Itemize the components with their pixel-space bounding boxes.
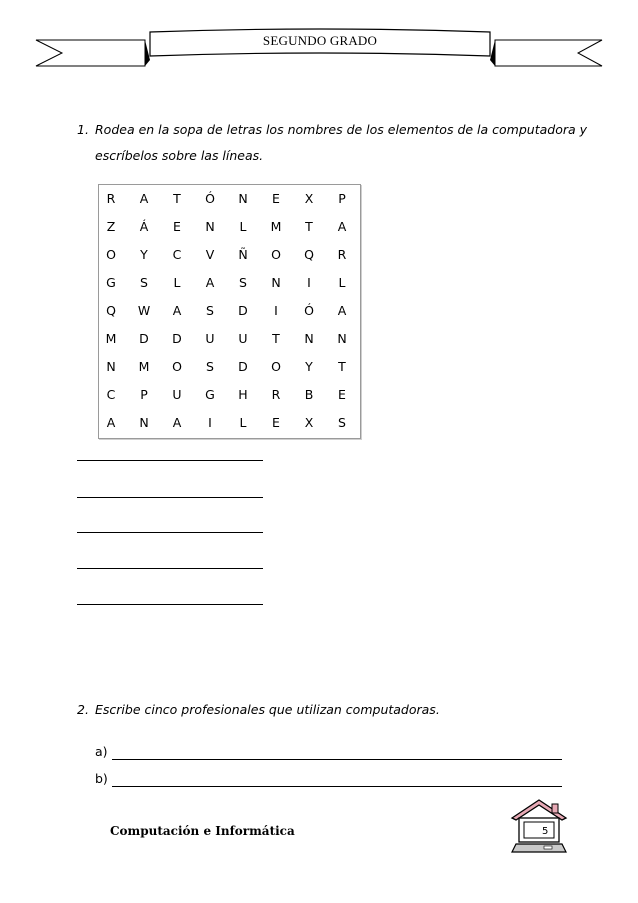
course-title: Computación e Informática — [110, 824, 295, 838]
grid-letter[interactable]: U — [238, 331, 248, 346]
grid-letter[interactable]: N — [205, 219, 215, 234]
question-1-text-line1: Rodea en la sopa de letras los nombres de los elementos de la computadora y — [95, 122, 588, 137]
grid-letter[interactable]: O — [271, 247, 281, 262]
grid-letter[interactable]: U — [172, 387, 182, 402]
grid-letter[interactable]: N — [238, 191, 248, 206]
grid-letter[interactable]: Y — [140, 247, 148, 262]
grid-letter[interactable]: D — [139, 331, 149, 346]
grid-letter[interactable]: S — [206, 359, 214, 374]
grid-row — [99, 297, 360, 325]
grid-letter[interactable]: T — [305, 219, 313, 234]
grid-letter[interactable]: Á — [139, 219, 149, 234]
grid-letter[interactable]: Q — [106, 303, 116, 318]
grid-letter[interactable]: M — [105, 331, 117, 346]
grid-letter[interactable]: R — [337, 247, 347, 262]
grid-row — [99, 353, 360, 381]
grid-letter[interactable]: A — [172, 415, 182, 430]
grid-letter[interactable]: L — [239, 415, 247, 430]
grid-letter[interactable]: P — [140, 387, 148, 402]
grade-title: SEGUNDO GRADO — [262, 33, 378, 48]
grid-letter[interactable]: S — [338, 415, 346, 430]
grid-letter[interactable]: Ó — [205, 191, 215, 206]
grid-letter[interactable]: N — [139, 415, 149, 430]
grid-letter[interactable]: O — [271, 359, 281, 374]
grid-letter[interactable]: E — [338, 387, 346, 402]
logo-number: 5 — [542, 826, 549, 837]
grid-letter[interactable]: I — [274, 303, 278, 318]
grid-letter[interactable]: L — [239, 219, 247, 234]
grid-letter[interactable]: N — [271, 275, 281, 290]
grid-row — [99, 269, 360, 297]
grid-letter[interactable]: A — [106, 415, 116, 430]
grid-letter[interactable]: A — [172, 303, 182, 318]
question-1-number: 1. — [77, 122, 89, 137]
question-1-text-line2: escríbelos sobre las líneas. — [95, 148, 264, 163]
grid-row — [99, 381, 360, 409]
answer-line-2[interactable] — [77, 497, 263, 498]
grid-letter[interactable]: B — [304, 387, 314, 402]
grid-letter[interactable]: O — [106, 247, 116, 262]
grid-letter[interactable]: I — [307, 275, 311, 290]
answer-a-line[interactable] — [112, 759, 562, 760]
question-2-text: Escribe cinco profesionales que utilizan computadoras. — [95, 702, 440, 717]
grid-letter[interactable]: D — [172, 331, 182, 346]
grid-letter[interactable]: E — [272, 191, 280, 206]
grid-letter[interactable]: M — [270, 219, 282, 234]
answer-a-label: a) — [95, 744, 108, 759]
grid-row — [99, 213, 360, 241]
grid-letter[interactable]: W — [137, 303, 151, 318]
grid-letter[interactable]: A — [205, 275, 215, 290]
grid-letter[interactable]: G — [106, 275, 116, 290]
grid-letter[interactable]: V — [205, 247, 215, 262]
answer-a[interactable] — [95, 744, 108, 759]
answer-b-line[interactable] — [112, 786, 562, 787]
computer-house-logo-icon — [508, 796, 570, 858]
grid-letter[interactable]: L — [338, 275, 346, 290]
grid-letter[interactable]: M — [138, 359, 150, 374]
grid-letter[interactable]: Y — [305, 359, 313, 374]
grid-row — [99, 325, 360, 353]
grid-letter[interactable]: Ó — [304, 303, 314, 318]
grid-letter[interactable]: S — [140, 275, 148, 290]
grid-letter[interactable]: O — [172, 359, 182, 374]
grid-letter[interactable]: T — [173, 191, 181, 206]
header-ribbon — [0, 0, 638, 90]
grid-letter[interactable]: D — [238, 303, 248, 318]
grid-letter[interactable]: T — [272, 331, 280, 346]
grid-letter[interactable]: X — [304, 191, 314, 206]
grid-row — [99, 409, 360, 437]
grid-letter[interactable]: P — [338, 191, 346, 206]
answer-b[interactable] — [95, 771, 108, 786]
grid-letter[interactable]: X — [304, 415, 314, 430]
grid-letter[interactable]: R — [106, 191, 116, 206]
question-2-number: 2. — [77, 702, 89, 717]
grid-letter[interactable]: N — [304, 331, 314, 346]
grid-letter[interactable]: D — [238, 359, 248, 374]
answer-line-3[interactable] — [77, 532, 263, 533]
grid-letter[interactable]: N — [337, 331, 347, 346]
grid-row — [99, 185, 360, 213]
answer-line-4[interactable] — [77, 568, 263, 569]
grid-letter[interactable]: T — [338, 359, 346, 374]
grid-letter[interactable]: A — [337, 219, 347, 234]
grid-letter[interactable]: E — [272, 415, 280, 430]
grid-letter[interactable]: S — [239, 275, 247, 290]
grid-letter[interactable]: U — [205, 331, 215, 346]
grid-letter[interactable]: A — [139, 191, 149, 206]
grid-letter[interactable]: N — [106, 359, 116, 374]
word-search-grid — [98, 184, 361, 439]
answer-line-5[interactable] — [77, 604, 263, 605]
grid-letter[interactable]: C — [106, 387, 116, 402]
grid-letter[interactable]: R — [271, 387, 281, 402]
grid-letter[interactable]: C — [172, 247, 182, 262]
grid-letter[interactable]: Q — [304, 247, 314, 262]
grid-letter[interactable]: I — [208, 415, 212, 430]
grid-letter[interactable]: S — [206, 303, 214, 318]
grid-letter[interactable]: E — [173, 219, 181, 234]
grid-letter[interactable]: Ñ — [238, 247, 248, 262]
grid-letter[interactable]: G — [205, 387, 215, 402]
grid-row — [99, 241, 360, 269]
grid-letter[interactable]: A — [337, 303, 347, 318]
answer-line-1[interactable] — [77, 460, 263, 461]
grid-letter[interactable]: Z — [106, 219, 116, 234]
grid-letter[interactable]: H — [238, 387, 248, 402]
grid-letter[interactable]: L — [173, 275, 181, 290]
answer-b-label: b) — [95, 771, 108, 786]
